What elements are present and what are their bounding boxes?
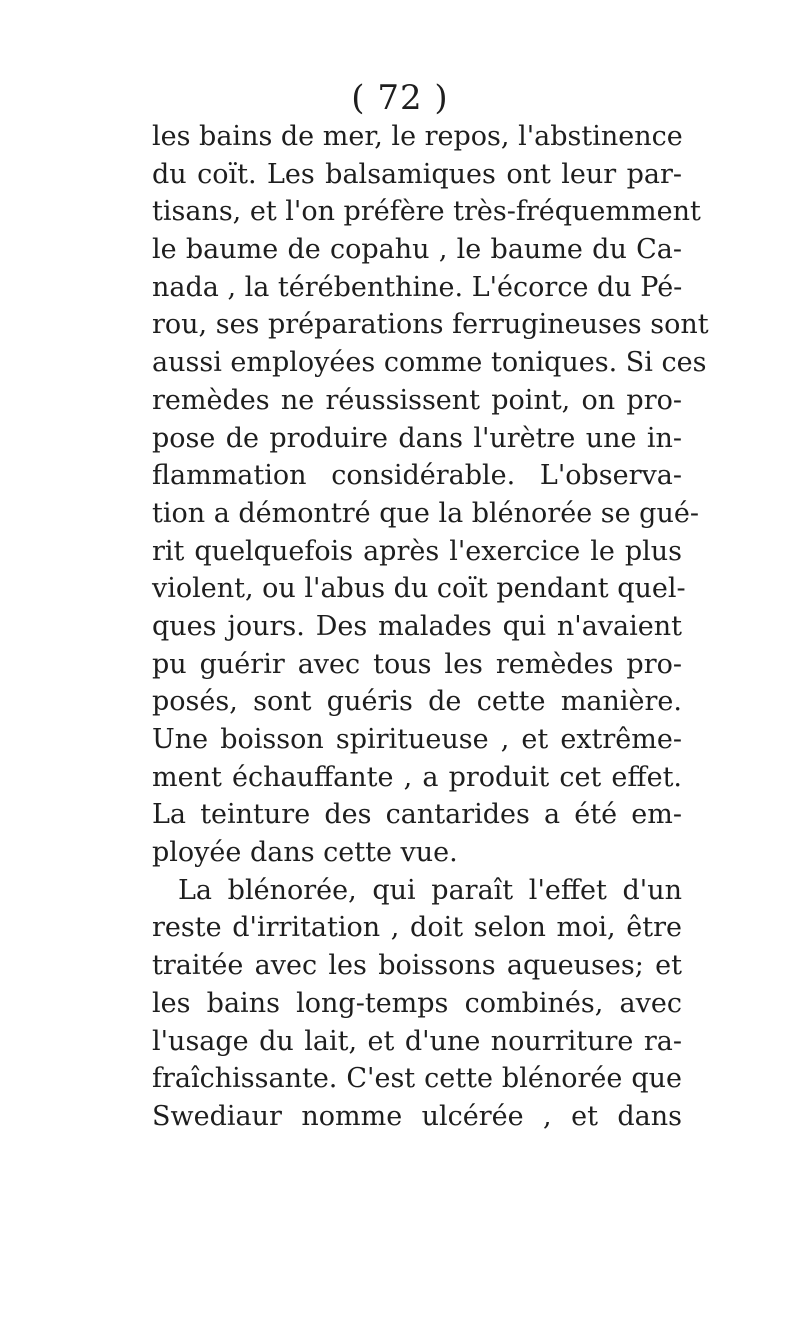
text-line: pu guérir avec tous les remèdes pro- [152, 648, 682, 680]
text-line: remèdes ne réussissent point, on pro- [152, 384, 682, 416]
text-line: posés, sont guéris de cette manière. [152, 686, 682, 718]
text-line: La teinture des cantarides a été em- [152, 799, 682, 831]
text-line: violent, ou l'abus du coït pendant quel- [152, 573, 686, 605]
text-line: ques jours. Des malades qui n'avaient [152, 610, 682, 642]
text-line: La blénorée, qui paraît l'effet d'un [178, 874, 682, 906]
text-line: traitée avec les boissons aqueuses; et [152, 950, 682, 982]
text-line: tion a démontré que la blénorée se gué- [152, 497, 699, 529]
text-line: aussi employées comme toniques. Si ces [152, 347, 707, 379]
text-line: Swediaur nomme ulcérée , et dans [152, 1100, 682, 1132]
text-line: les bains de mer, le repos, l'abstinence [152, 121, 683, 152]
text-line: du coït. Les balsamiques ont leur par- [152, 158, 682, 190]
text-line: fraîchissante. C'est cette blénorée que [152, 1063, 682, 1095]
body-text [152, 118, 709, 1136]
text-line: le baume de copahu , le baume du Ca- [152, 234, 682, 266]
text-line: pose de produire dans l'urètre une in- [152, 422, 682, 454]
text-line: rou, ses préparations ferrugineuses sont [152, 309, 709, 341]
text-line: tisans, et l'on préfère très-fréquemment [152, 196, 701, 228]
text-line: flammation considérable. L'observa- [152, 460, 682, 492]
text-line: les bains long-temps combinés, avec [152, 987, 682, 1019]
text-line: rit quelquefois après l'exercice le plus [152, 535, 682, 567]
text-line: reste d'irritation , doit selon moi, être [152, 912, 682, 944]
page-number: ( 72 ) [351, 78, 449, 118]
text-line: Une boisson spiritueuse , et extrême- [152, 724, 682, 755]
text-line: nada , la térébenthine. L'écorce du Pé- [152, 271, 683, 303]
text-line: ployée dans cette vue. [152, 837, 458, 869]
text-line: l'usage du lait, et d'une nourriture ra- [152, 1025, 682, 1057]
text-line: ment échauffante , a produit cet effet. [152, 761, 682, 793]
